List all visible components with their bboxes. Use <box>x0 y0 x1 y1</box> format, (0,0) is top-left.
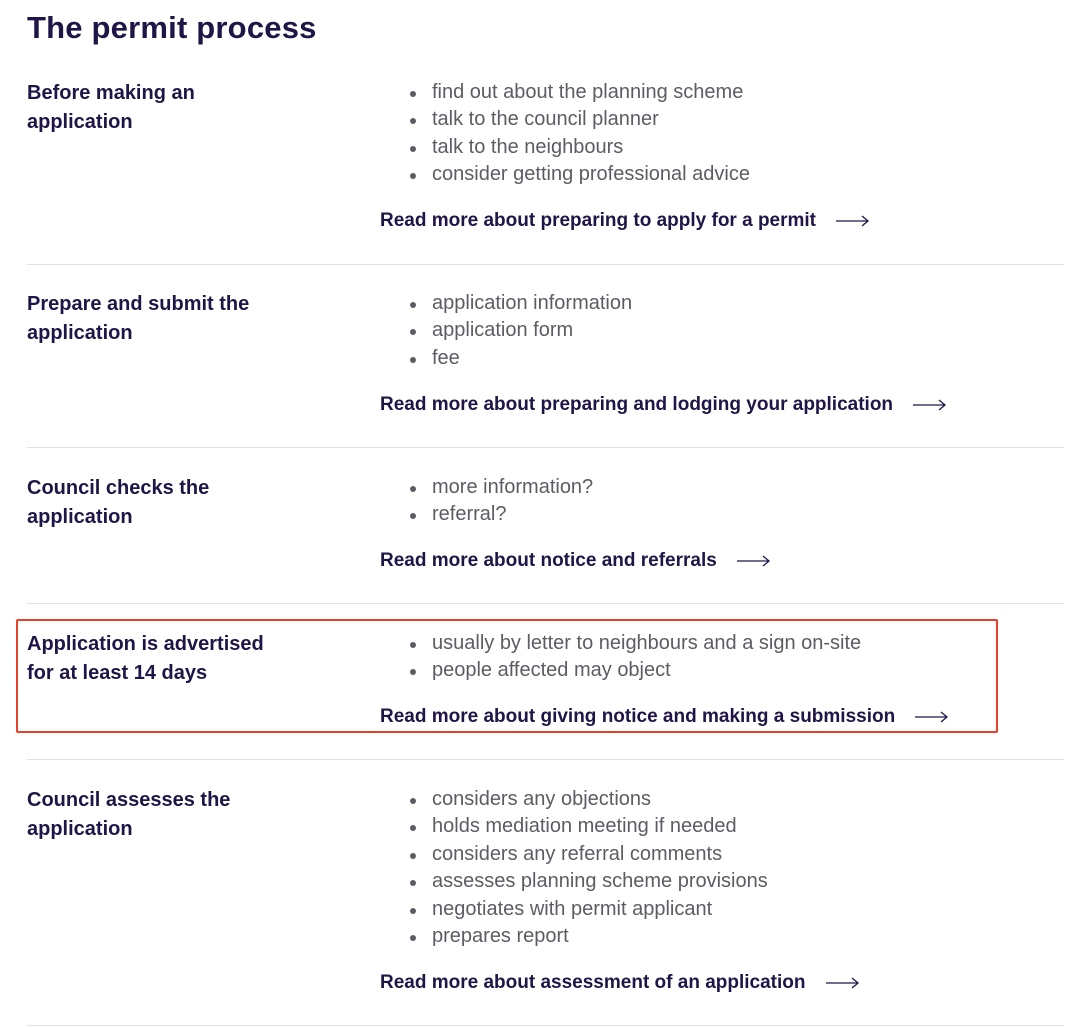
list-item: considers any referral comments <box>407 841 768 868</box>
section-divider <box>27 759 1064 760</box>
section-divider <box>27 264 1064 265</box>
list-item: assesses planning scheme provisions <box>407 868 768 895</box>
read-more-label: Read more about giving notice and making a submission <box>380 706 896 727</box>
step-points-list <box>407 290 632 372</box>
read-more-link-giving-notice[interactable] <box>380 706 949 728</box>
list-item: usually by letter to neighbours and a sign on-site <box>407 630 861 657</box>
step-title: Council checks the application <box>27 477 210 528</box>
page-title: The permit process <box>27 10 317 45</box>
section-divider <box>27 1025 1064 1026</box>
read-more-link-assessment[interactable] <box>380 972 860 994</box>
arrow-right-icon <box>915 711 949 723</box>
read-more-label: Read more about assessment of an application <box>380 972 806 993</box>
section-divider <box>27 447 1064 448</box>
list-item: talk to the council planner <box>407 106 750 133</box>
list-item: negotiates with permit applicant <box>407 896 768 923</box>
arrow-right-icon <box>737 555 771 567</box>
list-item: consider getting professional advice <box>407 161 750 188</box>
read-more-link-preparing-to-apply[interactable] <box>380 210 870 232</box>
read-more-label: Read more about notice and referrals <box>380 550 717 571</box>
step-title: Application is advertised for at least 14 days <box>27 633 264 684</box>
step-title: Council assesses the application <box>27 789 231 840</box>
list-item: fee <box>407 345 632 372</box>
step-points-list <box>407 786 768 950</box>
step-title: Prepare and submit the application <box>27 293 250 344</box>
step-points-list <box>407 474 593 529</box>
read-more-link-notice-and-referrals[interactable] <box>380 550 771 572</box>
read-more-label: Read more about preparing and lodging your application <box>380 394 894 415</box>
list-item: referral? <box>407 501 593 528</box>
step-points-list <box>407 79 750 189</box>
arrow-right-icon <box>826 977 860 989</box>
list-item: talk to the neighbours <box>407 134 750 161</box>
read-more-label: Read more about preparing to apply for a permit <box>380 210 817 231</box>
list-item: people affected may object <box>407 657 861 684</box>
read-more-link-lodging-application[interactable] <box>380 394 947 416</box>
arrow-right-icon <box>836 215 870 227</box>
section-divider <box>27 603 1064 604</box>
list-item: application form <box>407 317 632 344</box>
arrow-right-icon <box>913 399 947 411</box>
list-item: considers any objections <box>407 786 768 813</box>
list-item: more information? <box>407 474 593 501</box>
list-item: holds mediation meeting if needed <box>407 813 768 840</box>
step-title: Before making an application <box>27 82 195 133</box>
step-points-list <box>407 630 861 685</box>
list-item: application information <box>407 290 632 317</box>
list-item: prepares report <box>407 923 768 950</box>
list-item: find out about the planning scheme <box>407 79 750 106</box>
